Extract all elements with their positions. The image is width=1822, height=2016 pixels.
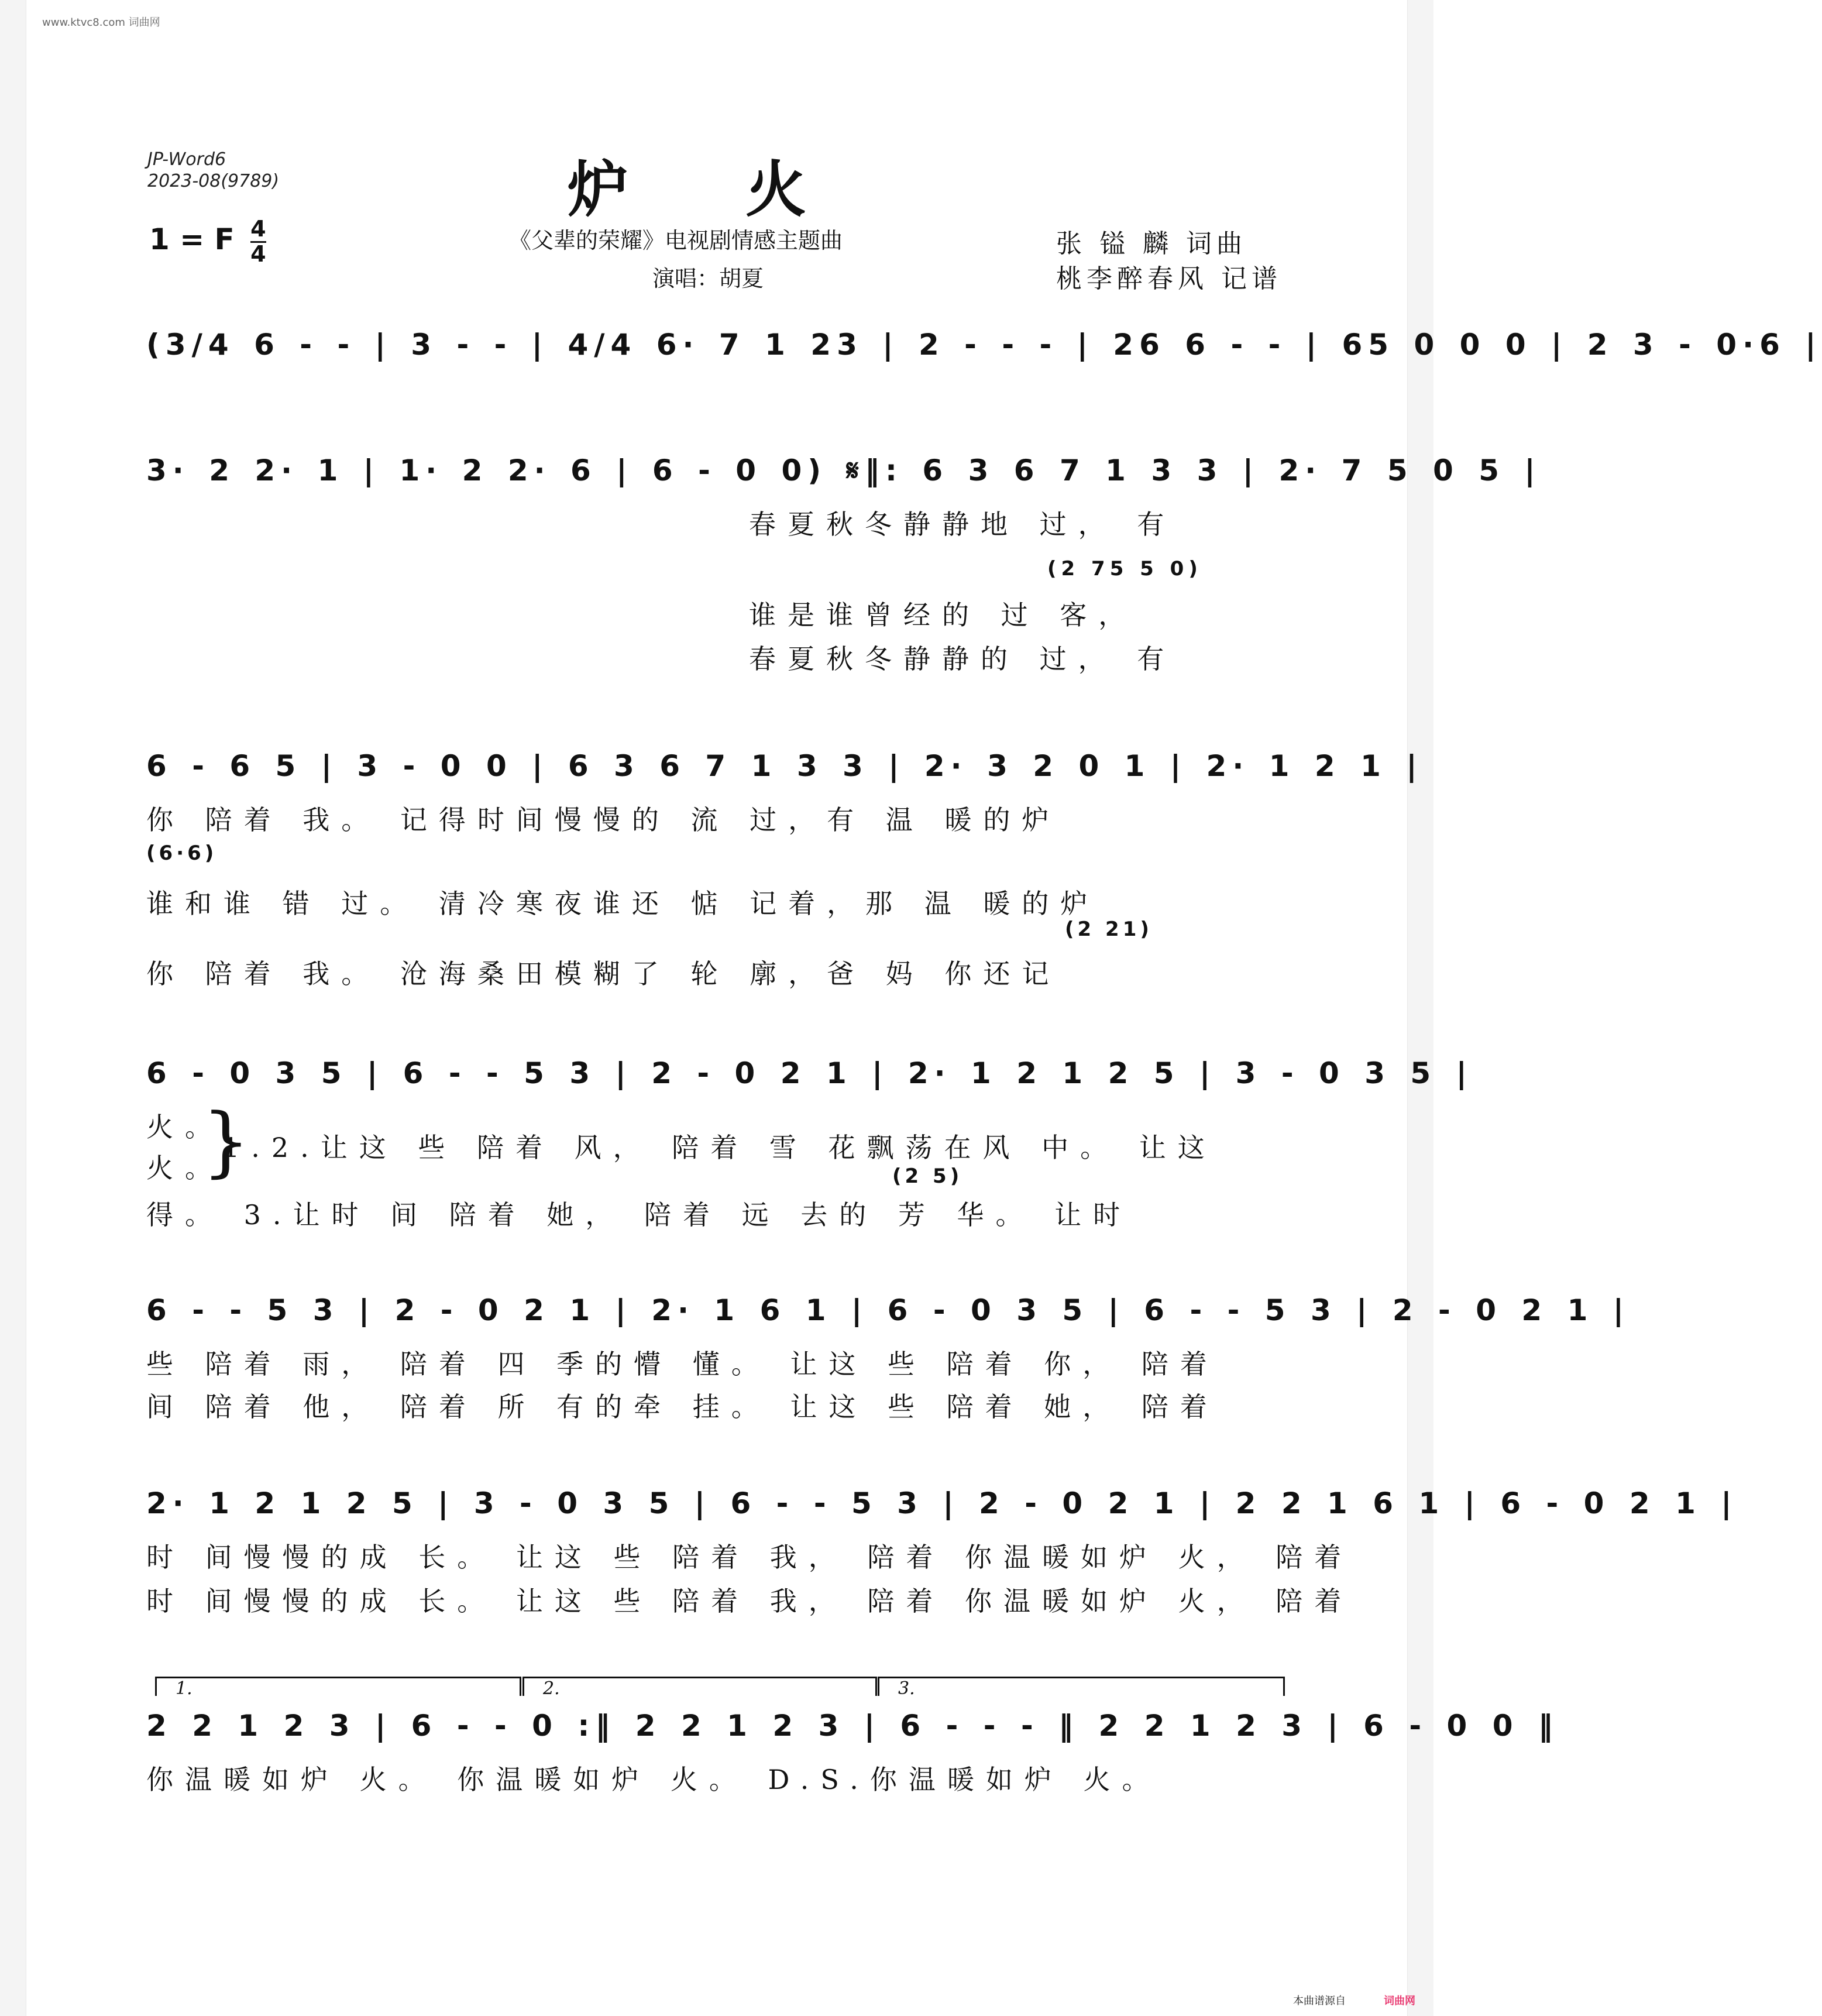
editor-version: 2023-08(9789) <box>147 171 280 191</box>
footer-site-logo: 词曲网 <box>1384 1995 1415 2007</box>
lyric-row-4-verse-1: 1.2.让这 些 陪着 风， 陪着 雪 花飘荡在风 中。 让这 <box>222 1132 1216 1163</box>
volta-bracket-2 <box>522 1677 877 1696</box>
footer-source: 本曲谱源自 <box>1293 1995 1346 2007</box>
brace-symbol: } <box>202 1097 250 1186</box>
time-signature <box>250 218 266 265</box>
transcriber-credit: 桃李醉春风 记谱 <box>1056 264 1282 294</box>
singer: 演唱：胡夏 <box>652 266 764 291</box>
lyric-row-3-variant-a: (6·6) <box>146 842 218 865</box>
lyric-row-2-verse-1: 春夏秋冬静静地 过， 有 <box>749 509 1176 540</box>
lyric-row-5-verse-1: 些 陪着 雨， 陪着 四 季的懵 懂。 让这 些 陪着 你， 陪着 <box>146 1348 1219 1380</box>
composer-credit: 张 镒 麟 词曲 <box>1056 229 1247 259</box>
editor-tool: JP-Word6 <box>147 149 226 170</box>
notes-row-4: 6 - 0 3 5 | 6 - - 5 3 | 2 - 0 2 1 | 2· 1 2 1 2 5 | 3 - 0 3 5 | <box>146 1056 1473 1090</box>
lyric-row-4-variant: (2 5) <box>892 1165 963 1188</box>
lyric-row-2-verse-3: 春夏秋冬静静的 过， 有 <box>749 643 1176 675</box>
lyric-row-6-verse-2: 时 间慢慢的成 长。 让这 些 陪着 我， 陪着 你温暖如炉 火， 陪着 <box>146 1585 1353 1617</box>
lyric-row-7: 你温暖如炉 火。 你温暖如炉 火。 D.S.你温暖如炉 火。 <box>146 1764 1161 1795</box>
notes-row-1: (3/4 6 - - | 3 - - | 4/4 6· 7 1 23 | 2 - - - | 26 6 - - | 65 0 0 0 | 2 3 - 0·6 | <box>146 328 1822 362</box>
notes-row-2: 3· 2 2· 1 | 1· 2 2· 6 | 6 - 0 0) 𝄋‖: 6 3 6 7 1 3 3 | 2· 7 5 0 5 | <box>146 454 1541 487</box>
lyric-row-4-end-a: 火。 <box>146 1111 224 1143</box>
lyric-row-4-verse-2: 得。 3.让时 间 陪着 她， 陪着 远 去的 芳 华。 让时 <box>146 1199 1132 1231</box>
subtitle: 《父辈的荣耀》电视剧情感主题曲 <box>509 228 843 253</box>
lyric-row-6-verse-1: 时 间慢慢的成 长。 让这 些 陪着 我， 陪着 你温暖如炉 火， 陪着 <box>146 1541 1353 1573</box>
lyric-row-4-end-b: 火。 <box>146 1152 224 1184</box>
volta-label-2: 2. <box>543 1678 560 1699</box>
volta-label-3: 3. <box>898 1678 915 1699</box>
volta-bracket-3 <box>878 1677 1285 1696</box>
time-top: 4 <box>250 216 266 242</box>
song-title: 炉火 <box>568 153 924 225</box>
lyric-row-2-verse-2: 谁是谁曾经的 过 客， <box>749 599 1137 631</box>
notes-row-7: 2 2 1 2 3 | 6 - - 0 :‖ 2 2 1 2 3 | 6 - - - ‖ 2 2 1 2 3 | 6 - 0 0 ‖ <box>146 1709 1559 1743</box>
notes-row-5: 6 - - 5 3 | 2 - 0 2 1 | 2· 1 6 1 | 6 - 0 3 5 | 6 - - 5 3 | 2 - 0 2 1 | <box>146 1293 1630 1327</box>
lyric-row-3-variant-b: (2 21) <box>1065 918 1153 941</box>
time-bottom: 4 <box>250 241 266 267</box>
notes-row-3: 6 - 6 5 | 3 - 0 0 | 6 3 6 7 1 3 3 | 2· 3 2 0 1 | 2· 1 2 1 | <box>146 749 1423 783</box>
lyric-row-3-verse-2: 谁和谁 错 过。 清冷寒夜谁还 惦 记着，那 温 暖的炉 <box>146 888 1099 919</box>
lyric-row-3-verse-1: 你 陪着 我。 记得时间慢慢的 流 过，有 温 暖的炉 <box>146 804 1061 836</box>
key-signature <box>149 218 266 265</box>
key-label: 1 = F <box>149 222 235 256</box>
lyric-row-2-variant: (2 75 5 0) <box>1047 557 1202 581</box>
volta-bracket-1 <box>155 1677 521 1696</box>
lyric-row-5-verse-2: 间 陪着 他， 陪着 所 有的牵 挂。 让这 些 陪着 她， 陪着 <box>146 1391 1219 1423</box>
notes-row-6: 2· 1 2 1 2 5 | 3 - 0 3 5 | 6 - - 5 3 | 2 - 0 2 1 | 2 2 1 6 1 | 6 - 0 2 1 | <box>146 1486 1738 1520</box>
page-margin-left <box>0 0 26 2016</box>
site-watermark: www.ktvc8.com 词曲网 <box>42 16 160 29</box>
lyric-row-3-verse-3: 你 陪着 我。 沧海桑田模糊了 轮 廓，爸 妈 你还记 <box>146 958 1061 990</box>
volta-label-1: 1. <box>176 1678 192 1699</box>
